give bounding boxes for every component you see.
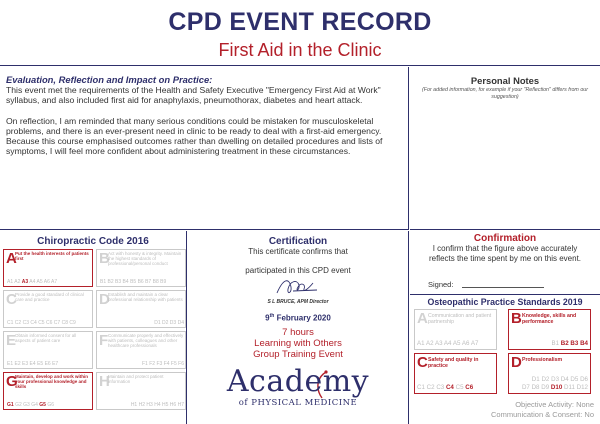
- confirmation-text: I confirm that the figure above accurately reflects the time spent by me on this event.: [428, 244, 582, 263]
- chiro-standard-description: Maintain and protect patient information: [108, 374, 164, 385]
- osteo-codes-line-1: [511, 376, 588, 384]
- chiro-code-h3: H3: [146, 402, 153, 408]
- osteo-code-c3: C3: [436, 383, 445, 391]
- academy-logo-wordmark: Academy: [226, 364, 370, 399]
- chiro-code-a7: A7: [51, 279, 58, 285]
- event-hours: 7 hours: [282, 327, 314, 338]
- osteo-code-d2: D2: [541, 376, 550, 383]
- chiro-standard-description: Establish and maintain a clear professional relationship with patients: [108, 292, 183, 303]
- osteo-standard-description: Professionalism: [522, 357, 563, 363]
- chiro-code-e2: E2: [14, 361, 21, 367]
- chiropractic-code-heading: Chiropractic Code 2016: [37, 236, 149, 247]
- chiro-code-c6: C6: [45, 320, 53, 326]
- evaluation-paragraph-2: On reflection, I am reminded that many serious conditions could be mistaken for musculoskeletal problems, and there is an ever-present need in clinic to be ready to deal with a first-aid emergency. Because this course emphasised outcomes rather than dwelling on detailed procedures and lists of symptoms, I will feel more confident about administering treatment in these circumstances.: [6, 115, 383, 157]
- academy-logo-subtitle: of PHYSICAL MEDICINE: [238, 398, 358, 408]
- chiro-standard-g: [3, 372, 93, 410]
- osteo-code-d6: D6: [580, 376, 588, 383]
- communication-consent-value: No: [584, 410, 594, 419]
- chiro-code-a2: A2: [14, 279, 21, 285]
- chiro-standard-letter: H: [99, 373, 110, 390]
- director-signature-icon: [273, 275, 321, 299]
- osteo-standard-letter: A: [417, 310, 428, 327]
- chiro-standard-description: Maintain, develop and work within your professional knowledge and skills: [15, 374, 89, 390]
- signature-field[interactable]: [462, 287, 544, 288]
- confirmation-heading: Confirmation: [473, 233, 537, 244]
- chiro-code-a3: A3: [21, 279, 29, 285]
- osteo-standard-letter: B: [511, 310, 522, 327]
- osteo-code-d10: D10: [550, 383, 563, 391]
- osteo-standard-description: Knowledge, skills and performance: [522, 313, 577, 325]
- osteo-standard-codes: [417, 384, 494, 392]
- osteo-code-c4: C4: [445, 383, 454, 391]
- osteo-standard-codes: [511, 376, 588, 391]
- chiro-standard-e: [3, 331, 93, 369]
- chiro-code-g2: G2: [15, 402, 22, 408]
- chiro-code-b2: B2: [107, 279, 114, 285]
- chiro-standard-letter: C: [6, 291, 17, 308]
- chiro-code-h1: H1: [130, 402, 138, 408]
- osteo-standard-b: [508, 309, 591, 350]
- event-title: First Aid in the Clinic: [218, 40, 382, 60]
- chiro-standard-d: [96, 290, 186, 328]
- osteo-standard-a: [414, 309, 497, 350]
- chiro-standard-codes: [100, 320, 184, 326]
- chiropractic-code-section: [0, 231, 187, 424]
- personal-notes-subtext: (For added information, for example if your "Reflection" differs from our suggestion): [422, 87, 588, 100]
- osteo-codes-line-1: [417, 340, 494, 348]
- evaluation-paragraph-1: This event met the requirements of the Health and Safety Executive "Emergency First Aid at Work" syllabus, and also included first aid for anaphylaxis, pneumothorax, diabetes and heart attack.: [6, 85, 381, 106]
- chiro-code-e6: E6: [44, 361, 51, 367]
- chiro-code-h5: H5: [162, 402, 169, 408]
- chiro-code-c8: C8: [61, 320, 68, 326]
- evaluation-section: [0, 67, 409, 230]
- osteo-code-a4: A4: [443, 339, 452, 347]
- chiro-code-b5: B5: [130, 279, 137, 285]
- chiro-code-f1: F1: [141, 361, 148, 367]
- osteo-code-a2: A2: [425, 339, 434, 347]
- chiro-standard-f: [96, 331, 186, 369]
- osteo-codes-line-1: [417, 384, 494, 392]
- chiro-code-e5: E5: [37, 361, 44, 367]
- chiro-standard-codes: [100, 361, 184, 367]
- osteo-code-c2: C2: [426, 383, 435, 391]
- personal-notes-heading: Personal Notes: [470, 75, 540, 86]
- chiro-code-h6: H6: [169, 402, 177, 408]
- chiro-code-c2: C2: [14, 320, 22, 326]
- chiro-standard-description: Obtain informed consent for all aspects of patient care: [15, 333, 77, 344]
- chiro-code-e1: E1: [7, 361, 14, 367]
- chiro-code-h4: H4: [154, 402, 161, 408]
- chiro-code-f4: F4: [163, 361, 170, 367]
- evaluation-heading: Evaluation, Reflection and Impact on Practice:: [6, 74, 213, 85]
- osteo-standard-letter: C: [417, 354, 428, 371]
- osteo-codes-line-2: [511, 384, 588, 392]
- objective-activity: [410, 400, 594, 409]
- osteo-code-d12: D12: [576, 383, 588, 391]
- chiro-code-d3: D3: [169, 320, 177, 326]
- chiro-code-b7: B7: [145, 279, 152, 285]
- certification-heading: Certification: [268, 236, 328, 247]
- objective-activity-value: None: [576, 400, 594, 409]
- personal-notes-section[interactable]: [410, 67, 600, 230]
- chiro-code-f6: F6: [178, 361, 184, 367]
- chiro-code-b9: B9: [160, 279, 167, 285]
- event-type-line-2: Group Training Event: [253, 349, 343, 360]
- chiro-standard-letter: A: [6, 250, 17, 267]
- communication-consent-label: Communication & Consent:: [491, 410, 583, 419]
- chiro-code-g6: G6: [47, 402, 54, 408]
- osteo-code-d11: D11: [564, 383, 575, 391]
- chiro-code-h2: H2: [138, 402, 146, 408]
- chiro-code-b6: B6: [137, 279, 144, 285]
- osteo-codes-line-1: [511, 340, 588, 348]
- chiro-code-c7: C7: [53, 320, 61, 326]
- chiro-code-d1: D1: [154, 320, 161, 326]
- osteo-code-a7: A7: [470, 339, 479, 347]
- osteo-code-d8: D8: [531, 383, 540, 391]
- chiro-code-f3: F3: [156, 361, 163, 367]
- chiro-code-c5: C5: [38, 320, 45, 326]
- communication-consent: [410, 410, 594, 419]
- chiro-code-g3: G3: [23, 402, 30, 408]
- osteo-standard-d: [508, 353, 591, 394]
- chiro-standard-codes: [7, 361, 91, 367]
- chiro-standard-letter: G: [6, 373, 18, 390]
- osteopathic-standards-heading: Osteopathic Practice Standards 2019: [427, 297, 583, 307]
- event-date-month-year: February 2020: [274, 313, 331, 323]
- chiro-code-d2: D2: [162, 320, 169, 326]
- chiro-code-f5: F5: [170, 361, 177, 367]
- chiro-code-a5: A5: [36, 279, 43, 285]
- objective-activity-label: Objective Activity:: [515, 400, 574, 409]
- chiro-standard-letter: D: [99, 291, 110, 308]
- chiro-code-c1: C1: [7, 320, 14, 326]
- chiro-standard-codes: [7, 320, 91, 326]
- chiro-standard-a: [3, 249, 93, 287]
- chiro-standard-codes: [100, 279, 184, 285]
- chiro-standard-letter: E: [6, 332, 17, 349]
- certification-section: [188, 231, 409, 424]
- certification-confirms-text: This certificate confirms that: [248, 247, 348, 256]
- chiro-code-e4: E4: [29, 361, 36, 367]
- chiro-code-e7: E7: [52, 361, 59, 367]
- confirmation-section: [410, 231, 600, 295]
- chiro-code-e3: E3: [22, 361, 29, 367]
- chiro-standard-letter: F: [99, 332, 109, 349]
- chiro-standard-codes: [7, 279, 91, 285]
- chiro-standard-description: Act with honesty & integrity. Maintain the highest standards of professional/personal conduct: [108, 251, 182, 267]
- chiro-code-b1: B1: [100, 279, 107, 285]
- chiro-standard-codes: [7, 402, 91, 408]
- director-name: S L BRUCE, APM Director: [267, 299, 329, 305]
- chiro-standard-letter: B: [99, 250, 110, 267]
- chiro-code-c3: C3: [22, 320, 29, 326]
- chiro-code-c9: C9: [69, 320, 76, 326]
- osteo-code-b4: B4: [580, 339, 588, 347]
- osteo-standard-codes: [417, 340, 494, 348]
- osteo-standard-codes: [511, 340, 588, 348]
- certification-participated-text: participated in this CPD event: [245, 266, 351, 275]
- chiro-standard-description: Provide a good standard of clinical care and practice: [15, 292, 84, 303]
- osteo-standard-letter: D: [511, 354, 522, 371]
- chiro-standard-c: [3, 290, 93, 328]
- osteo-code-a3: A3: [434, 339, 443, 347]
- osteo-code-b3: B3: [570, 339, 579, 347]
- osteopathic-standards-section: [410, 296, 600, 424]
- chiro-code-b8: B8: [152, 279, 159, 285]
- osteo-standard-description: Communication and patient partnership: [428, 313, 492, 325]
- osteo-code-d9: D9: [541, 383, 550, 391]
- record-header: [0, 0, 600, 66]
- chiro-standard-b: [96, 249, 186, 287]
- osteo-code-d5: D5: [570, 376, 579, 383]
- osteo-standard-c: [414, 353, 497, 394]
- osteo-code-a5: A5: [452, 339, 461, 347]
- chiro-standard-description: Communicate properly and effectively with patients, colleagues and other healthcare professionals: [108, 333, 184, 349]
- osteo-code-c6: C6: [465, 383, 474, 391]
- osteo-code-d4: D4: [560, 376, 569, 383]
- chiro-code-g4: G4: [31, 402, 38, 408]
- osteo-standard-description: Safety and quality in practice: [428, 357, 479, 369]
- event-type-line-1: Learning with Others: [254, 338, 342, 349]
- chiro-code-b4: B4: [122, 279, 129, 285]
- document-title: CPD EVENT RECORD: [168, 8, 432, 36]
- event-date: [188, 313, 408, 323]
- osteo-code-c1: C1: [417, 383, 425, 391]
- event-date-suffix: th: [269, 313, 275, 319]
- chiro-code-d4: D4: [177, 320, 184, 326]
- event-date-day: 9: [265, 313, 270, 323]
- chiro-code-f2: F2: [149, 361, 156, 367]
- chiro-code-c4: C4: [30, 320, 37, 326]
- chiro-code-g1: G1: [7, 402, 14, 408]
- chiro-code-g5: G5: [39, 402, 46, 408]
- osteo-code-a6: A6: [461, 339, 470, 347]
- chiro-code-a4: A4: [29, 279, 36, 285]
- osteo-code-b2: B2: [560, 339, 569, 347]
- chiro-code-a1: A1: [7, 279, 14, 285]
- osteo-code-c5: C5: [455, 383, 464, 391]
- chiro-standard-codes: [100, 402, 184, 408]
- chiro-code-h7: H7: [177, 402, 184, 408]
- osteo-code-d1: D1: [531, 376, 540, 383]
- osteo-code-b1: B1: [551, 339, 560, 347]
- signed-label: Signed:: [428, 280, 454, 289]
- chiro-code-a6: A6: [43, 279, 50, 285]
- chiro-standard-description: Put the health interests of patients first: [15, 251, 89, 262]
- osteo-code-d7: D7: [521, 383, 530, 391]
- chiro-standard-h: [96, 372, 186, 410]
- chiro-code-b3: B3: [115, 279, 122, 285]
- osteo-code-a1: A1: [417, 339, 425, 347]
- osteo-code-d3: D3: [551, 376, 560, 383]
